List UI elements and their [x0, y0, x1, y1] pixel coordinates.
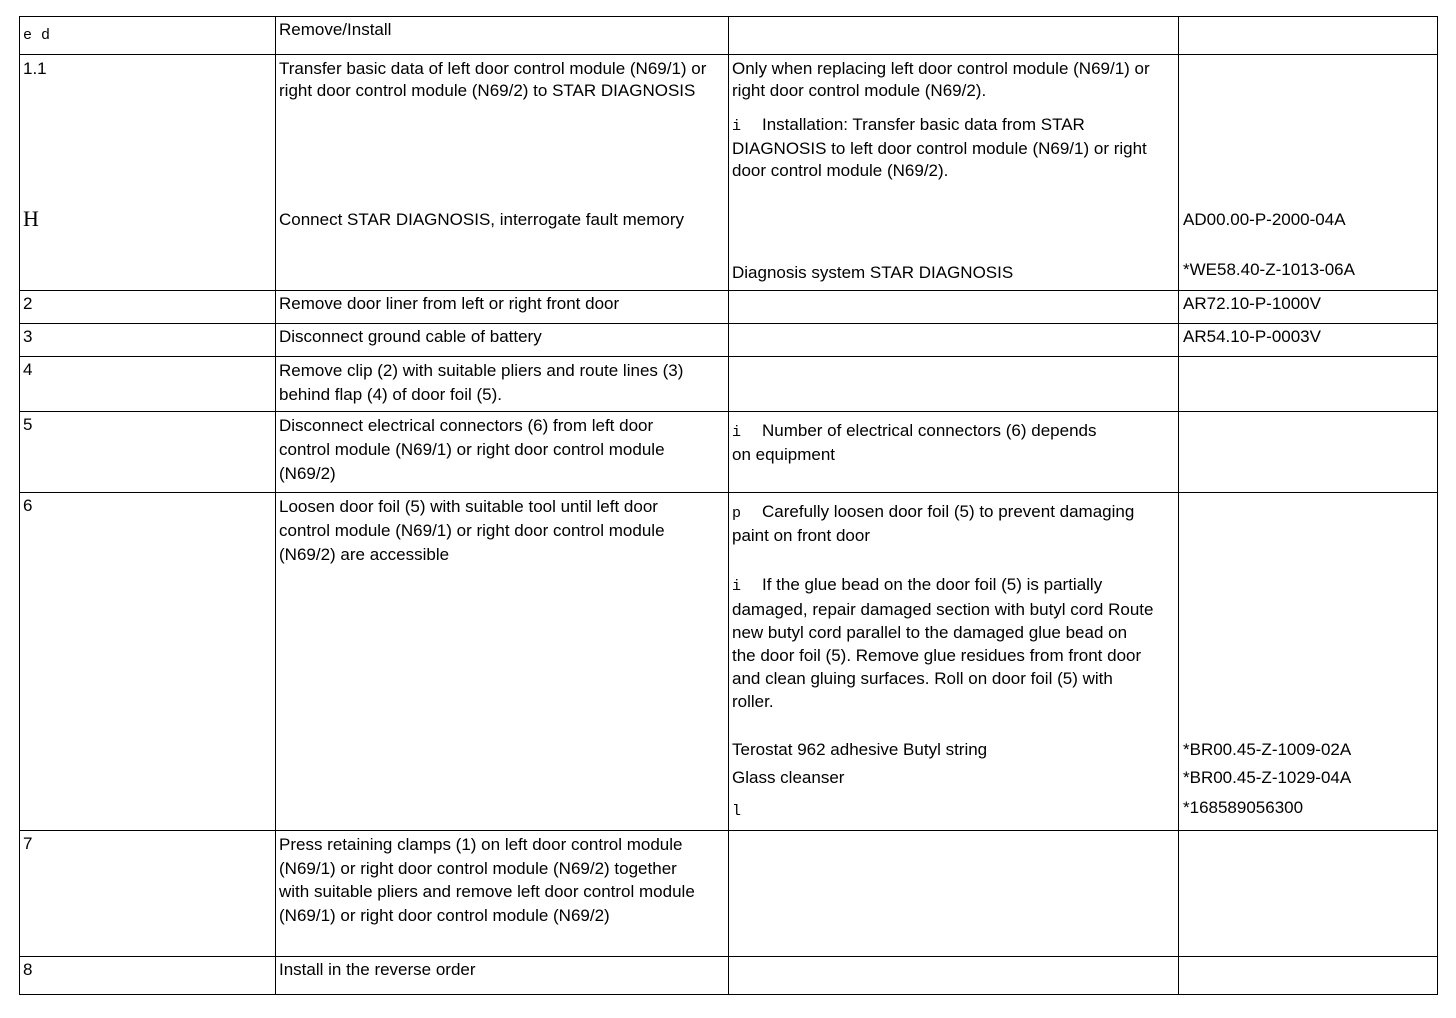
step-task: Install in the reverse order	[279, 960, 476, 979]
step-task: Transfer basic data of left door control module (N69/1) or right door control module (N69/2) to STAR DIAGNOSIS	[279, 59, 707, 100]
step-task: Disconnect ground cable of battery	[279, 327, 542, 346]
step-task: Press retaining clamps (1) on left door control module (N69/1) or right door control module (N69/2) together with suitable pliers and remove left door control module (N69/1) or right door control module (N69/2)	[279, 835, 695, 925]
step-number: 5	[23, 415, 33, 434]
step-number: 8	[23, 960, 33, 979]
step-number: 2	[23, 294, 33, 313]
procedure-table	[19, 16, 1438, 995]
step-task: Remove clip (2) with suitable pliers and route lines (3) behind flap (4) of door foil (5).	[279, 361, 684, 404]
step-task: Loosen door foil (5) with suitable tool until left door control module (N69/1) or right door control module (N69/2) are accessible	[279, 497, 665, 564]
info-icon: i	[732, 424, 742, 441]
h-task: Connect STAR DIAGNOSIS, interrogate fault memory	[279, 210, 684, 229]
step-number: 4	[23, 360, 33, 379]
table-row-3	[20, 324, 1438, 357]
step-task: Disconnect electrical connectors (6) from left door control module (N69/1) or right door control module (N69/2)	[279, 416, 665, 483]
info-note: i If the glue bead on the door foil (5) is partially damaged, repair damaged section with butyl cord Route new butyl cord parallel to the damaged glue bead on the door foil (5). Remove glue residues from front door and clean gluing surfaces. Roll on door foil (5) with roller.	[732, 575, 1154, 711]
caution-note: p Carefully loosen door foil (5) to prevent damaging paint on front door	[732, 502, 1135, 545]
note-installation: i Installation: Transfer basic data from STAR DIAGNOSIS to left door control module (N69/1) or right door control module (N69/2).	[732, 115, 1147, 180]
step-task: Remove door liner from left or right front door	[279, 294, 620, 313]
step-reference: AR54.10-P-0003V	[1183, 327, 1321, 346]
table-row-1-1	[20, 55, 1438, 291]
table-row-8	[20, 957, 1438, 995]
step-number: 1.1	[23, 59, 47, 78]
step-reference: AR72.10-P-1000V	[1183, 294, 1321, 313]
info-icon: i	[732, 118, 742, 135]
note-replacing: Only when replacing left door control module (N69/1) or right door control module (N69/2).	[732, 59, 1150, 100]
tool-name: Diagnosis system STAR DIAGNOSIS	[732, 263, 1014, 282]
h-marker: H	[23, 206, 39, 231]
info-icon: i	[732, 578, 742, 595]
header-col1: e d	[23, 27, 51, 44]
tool-reference: *168589056300	[1183, 798, 1304, 817]
note-connectors: i Number of electrical connectors (6) depends on equipment	[732, 421, 1097, 464]
material-butyl: Terostat 962 adhesive Butyl string	[732, 740, 988, 759]
table-row-4	[20, 357, 1438, 412]
table-row-7	[20, 831, 1438, 957]
material-butyl-reference: *BR00.45-Z-1009-02A	[1183, 740, 1352, 759]
h-reference: AD00.00-P-2000-04A	[1183, 210, 1346, 229]
header-row	[20, 17, 1438, 55]
caution-icon: p	[732, 505, 742, 522]
material-glass-cleanser: Glass cleanser	[732, 768, 845, 787]
table-row-5	[20, 412, 1438, 493]
header-col2: Remove/Install	[279, 20, 392, 39]
step-number: 7	[23, 834, 33, 853]
table-row-6	[20, 493, 1438, 831]
tool-icon: l	[732, 803, 742, 820]
material-glass-cleanser-reference: *BR00.45-Z-1029-04A	[1183, 768, 1352, 787]
step-number: 3	[23, 327, 33, 346]
tool-reference: *WE58.40-Z-1013-06A	[1183, 260, 1355, 279]
step-number: 6	[23, 496, 33, 515]
table-row-2	[20, 291, 1438, 324]
